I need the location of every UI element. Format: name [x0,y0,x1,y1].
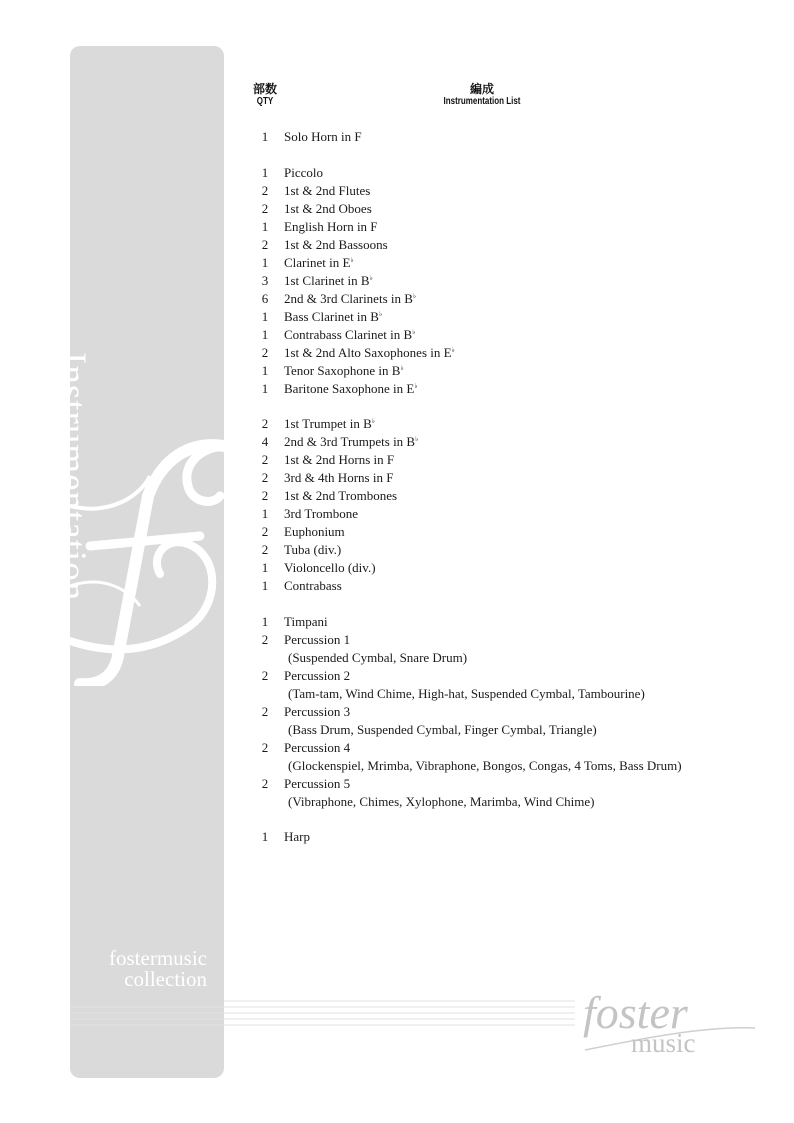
instrument-detail: (Glockenspiel, Mrimba, Vibraphone, Bongos, Congas, 4 Toms, Bass Drum) [288,758,682,773]
qty-header-cjk: 部数 [252,82,277,96]
instrument-name: Solo Horn in F [284,129,362,144]
list-header-en: Instrumentation List [443,96,521,107]
instrument-detail: (Bass Drum, Suspended Cymbal, Finger Cymbal, Triangle) [288,722,597,737]
instrument-name: 2nd & 3rd Trumpets in B♭ [284,434,419,449]
instrument-name: 1st & 2nd Flutes [284,183,371,198]
instrument-detail: (Suspended Cymbal, Snare Drum) [288,650,468,665]
instrument-qty: 1 [261,165,269,180]
instrument-name: Percussion 2 [284,668,351,683]
instrument-name: 1st Clarinet in B♭ [284,273,373,288]
instrument-name: 1st & 2nd Oboes [284,201,372,216]
instrument-qty: 1 [261,219,269,234]
flat-sign: ♭ [415,435,419,443]
instrumentation-column-header [430,82,534,108]
instrument-qty: 1 [261,255,269,270]
instrument-qty: 2 [261,632,269,647]
instrument-qty: 2 [261,704,269,719]
instrument-name: Piccolo [284,165,323,180]
instrument-name: Contrabass Clarinet in B♭ [284,327,416,342]
flat-sign: ♭ [412,328,416,336]
instrument-qty: 2 [261,488,269,503]
instrument-name: 1st & 2nd Alto Saxophones in E♭ [284,345,455,360]
collection-line-1: fostermusic [109,946,207,970]
instrument-qty: 1 [261,381,269,396]
instrument-name: Baritone Saxophone in E♭ [284,381,418,396]
instrument-qty: 2 [261,470,269,485]
instrument-name: Percussion 1 [284,632,351,647]
instrument-qty: 2 [261,201,269,216]
instrument-name: Percussion 3 [284,704,351,719]
instrument-name: 1st & 2nd Trombones [284,488,398,503]
flat-sign: ♭ [414,382,418,390]
instrument-qty: 1 [261,506,269,521]
list-header-cjk: 編成 [469,82,494,96]
instrument-name: 1st & 2nd Horns in F [284,452,395,467]
qty-header-en: QTY [256,96,274,107]
logo-word-music: music [631,1028,696,1058]
qty-column-header [246,82,284,108]
instrument-name: Timpani [284,614,328,629]
instrument-name: 1st & 2nd Bassoons [284,237,388,252]
flat-sign: ♭ [350,256,354,264]
instrument-qty: 1 [261,578,269,593]
instrument-qty: 1 [261,560,269,575]
fostermusic-logo [575,980,760,1060]
instrument-name: Contrabass [284,578,342,593]
instrument-qty: 1 [261,327,269,342]
flat-sign: ♭ [378,310,383,318]
instrument-name: English Horn in F [284,219,378,234]
instrument-name: Tenor Saxophone in B♭ [284,363,404,378]
flat-sign: ♭ [369,274,373,282]
instrument-name: Harp [284,829,310,844]
instrument-qty: 6 [261,291,269,306]
collection-line-2: collection [124,967,207,991]
instrument-qty: 1 [261,614,269,629]
sidebar-collection-label [70,948,207,990]
instrument-name: Percussion 5 [284,776,351,791]
instrument-qty: 2 [261,183,269,198]
instrument-name: 1st Trumpet in B♭ [284,416,376,431]
instrument-qty: 2 [261,740,269,755]
instrument-detail: (Tam-tam, Wind Chime, High-hat, Suspended Cymbal, Tambourine) [288,686,645,701]
flat-sign: ♭ [412,292,417,300]
flat-sign: ♭ [451,346,455,354]
instrument-name: 2nd & 3rd Clarinets in B♭ [284,291,417,306]
instrument-name: Clarinet in E♭ [284,255,354,270]
instrument-name: 3rd Trombone [284,506,359,521]
instrument-qty: 1 [261,129,269,144]
instrument-qty: 1 [261,363,269,378]
instrument-qty: 2 [261,345,269,360]
instrument-qty: 2 [261,416,269,431]
instrument-name: Euphonium [284,524,345,539]
instrument-qty: 2 [261,776,269,791]
flat-sign: ♭ [371,417,376,425]
instrument-qty: 4 [261,434,269,449]
instrument-name: Tuba (div.) [284,542,342,557]
instrument-qty: 2 [261,542,269,557]
f-clef-emblem-icon [70,436,224,686]
instrument-name: 3rd & 4th Horns in F [284,470,394,485]
flat-sign: ♭ [400,364,404,372]
instrument-qty: 2 [261,452,269,467]
instrument-qty: 2 [261,237,269,252]
sidebar-title: Instrumentation [52,352,93,602]
instrument-qty: 2 [261,668,269,683]
instrument-qty: 1 [261,309,269,324]
instrument-name: Violoncello (div.) [284,560,376,575]
sidebar-panel [52,46,224,1078]
instrument-qty: 2 [261,524,269,539]
logo-word-foster: foster [583,987,688,1038]
staff-lines-decoration [70,998,575,1028]
instrument-qty: 3 [261,273,269,288]
instrument-detail: (Vibraphone, Chimes, Xylophone, Marimba, Wind Chime) [288,794,595,809]
instrument-name: Bass Clarinet in B♭ [284,309,383,324]
instrument-qty: 1 [261,829,269,844]
instrument-name: Percussion 4 [284,740,351,755]
